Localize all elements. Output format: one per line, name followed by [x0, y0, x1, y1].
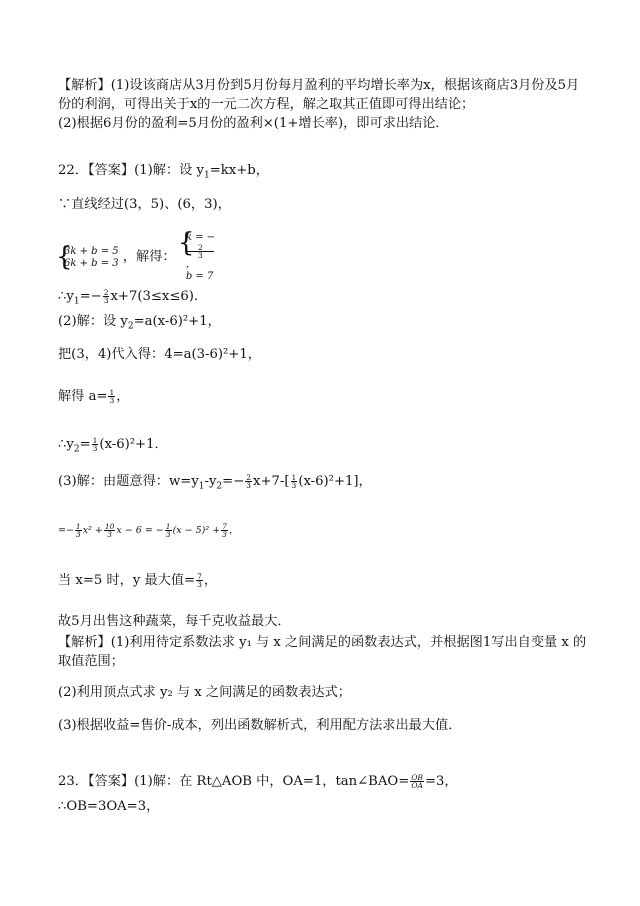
- q23-ob-result: ∴OB=3OA=3，: [58, 799, 160, 814]
- q22-analysis-part3: (3)根据收益=售价-成本，列出函数解析式，利用配方法求出最大值．: [58, 718, 462, 733]
- q22-analysis-part1: 【解析】(1)利用待定系数法求 y₁ 与 x 之间满足的函数表达式，并根据图1写出自变量 x 的取值范围；: [58, 635, 587, 669]
- q22-line-condition: ∵直线经过(3，5)、(6，3)，: [58, 197, 231, 212]
- q22-part2-setup: (2)解：设 $y_2=a(x-6)^2+1$，: [58, 314, 221, 332]
- equation-system-1: { 3k + b = 5 6k + b = 3: [58, 246, 119, 270]
- q22-system-equations: { 3k + b = 5 6k + b = 3 ，解得： { k = − 2 3 ， b = 7: [58, 232, 215, 262]
- equation-system-2: { k = − 2 3 ， b = 7: [180, 232, 215, 283]
- q22-maximum: 当 x=5 时，y 最大值= $\frac{7}{3}$ ，: [58, 572, 218, 589]
- q22-expand-formula: =− $\frac{1}{3}$ x² + $\frac{10}{3}$ x − 6 = − $\frac{1}{3}$ (x − 5)² + $\frac{7}{3}$ ，: [58, 522, 239, 539]
- analysis-21-part1: 【解析】(1)设该商店从3月份到5月份每月盈利的平均增长率为x，根据该商店3月份及5月份的利润，可得出关于x的一元二次方程，解之取其正值即可得出结论；: [58, 78, 580, 112]
- analysis-21-part2: (2)根据6月份的盈利=5月份的盈利×(1+增长率)，即可求出结论．: [58, 116, 449, 131]
- q22-y2-expression: $\therefore y_2=$ $\frac{1}{3}$ (x-6)²+1．: [58, 436, 168, 455]
- q23-answer-heading: 23．【答案】(1)解：在 Rt△AOB 中，OA=1，tan∠BAO= $\frac{OB}{OA}$ =3，: [58, 773, 458, 790]
- q22-y1-expression: $\therefore y_1=-$ $\frac{2}{3}$ x+7(3≤x≤6)．: [58, 288, 208, 307]
- q22-substitute: 把(3，4)代入得：4=a(3-6)²+1，: [58, 347, 261, 362]
- q22-part3-setup: (3)解：由题意得：$w=y_1-y_2=-$ $\frac{2}{3}$ x+7-[ $\frac{1}{3}$ (x-6)²+1]，: [58, 473, 372, 492]
- q22-solve-a: 解得 a= $\frac{1}{3}$ ，: [58, 388, 130, 405]
- q22-conclusion: 故5月出售这种蔬菜，每千克收益最大．: [58, 614, 291, 629]
- q22-analysis-part2: (2)利用顶点式求 y₂ 与 x 之间满足的函数表达式；: [58, 685, 351, 700]
- q22-answer-heading: 22．【答案】(1)解：设 $y_1=kx+b$，: [58, 163, 269, 181]
